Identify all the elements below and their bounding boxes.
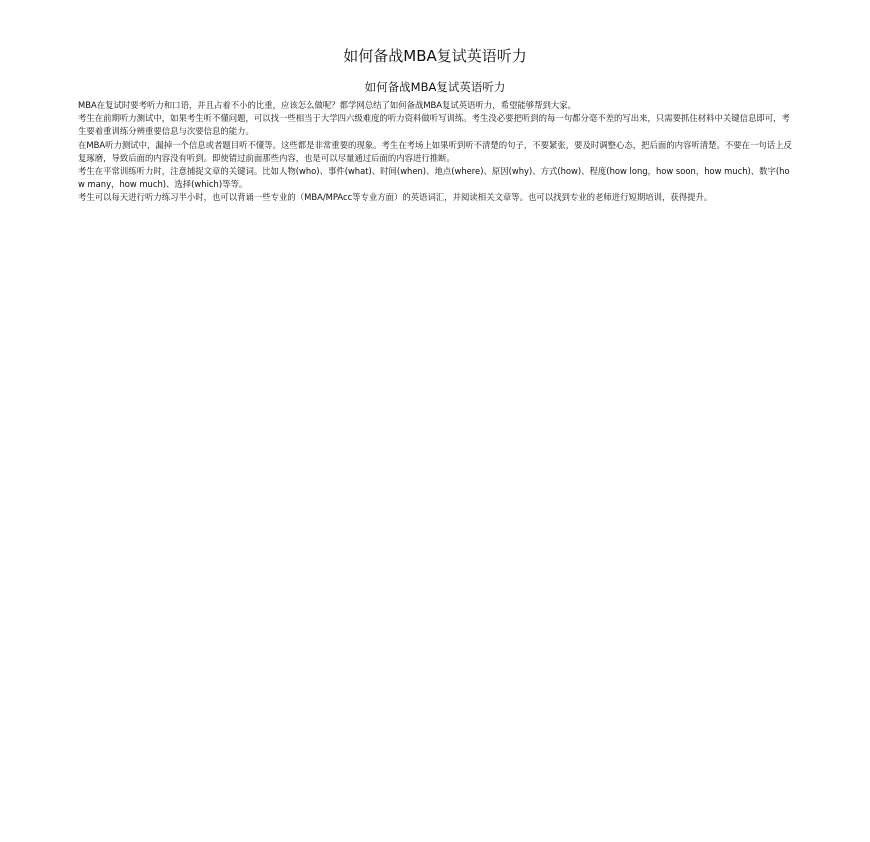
paragraph-dictation-training: 考生在前期听力测试中，如果考生听不懂问题，可以找一些相当于大学四六级难度的听力资料做听写训练。考生没必要把听到的每一句都分毫不差的写出来，只需要抓住材料中关键信息即可，考生要着重训练分辨重要信息与次要信息的能力。 <box>78 113 790 137</box>
paragraph-intro: MBA在复试时要考听力和口语，并且占着不小的比重，应该怎么做呢？都学网总结了如何备战MBA复试英语听力，希望能够帮到大家。 <box>78 100 577 110</box>
document-subtitle: 如何备战MBA复试英语听力 <box>364 80 506 94</box>
paragraph-keywords: 考生在平常训练听力时，注意捕捉文章的关键词。比如人物(who)、事件(what)、时间(when)、地点(where)、原因(why)、方式(how)、程度(how long，how soon，how much)、数字(how many，how much)、选择(which)等等。 <box>78 166 790 190</box>
document-body <box>78 99 792 205</box>
paragraph-daily-practice: 考生可以每天进行听力练习半小时，也可以背诵一些专业的（MBA/MPAcc等专业方面）的英语词汇，并阅读相关文章等。也可以找到专业的老师进行短期培训，获得提升。 <box>78 192 713 203</box>
paragraph-exam-mindset: 在MBA听力测试中，漏掉一个信息或者题目听不懂等。这些都是非常重要的现象。考生在考场上如果听到听不清楚的句子，不要紧张，要及时调整心态，把后面的内容听清楚。不要在一句话上反复琢磨，导致后面的内容没有听到。即使错过前面那些内容，也是可以尽量通过后面的内容进行推断。 <box>78 139 792 163</box>
document-title: 如何备战MBA复试英语听力 <box>343 47 527 65</box>
